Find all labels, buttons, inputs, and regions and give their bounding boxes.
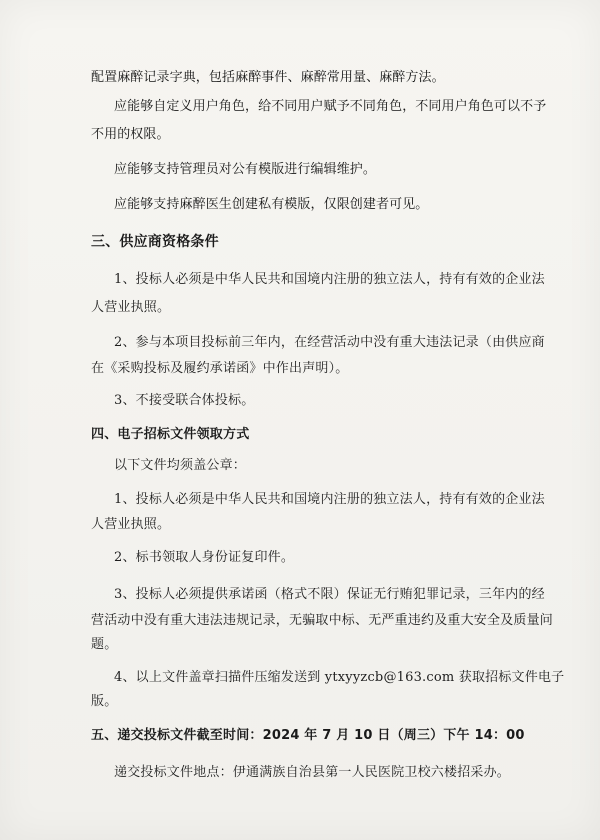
section-heading: 三、供应商资格条件 <box>91 234 219 250</box>
text-line: 应能够自定义用户角色，给不同用户赋予不同角色，不同用户角色可以不予 <box>114 99 547 114</box>
text-line: 4、以上文件盖章扫描件压缩发送到 ytxyyzcb@163.com 获取招标文件电子 <box>114 670 565 685</box>
text-line: 3、投标人必须提供承诺函（格式不限）保证无行贿犯罪记录，三年内的经 <box>114 587 545 602</box>
text-line: 2、标书领取人身份证复印件。 <box>114 550 295 565</box>
text-line: 以下文件均须盖公章： <box>114 458 247 473</box>
text-line: 题。 <box>91 637 118 652</box>
text-line: 1、投标人必须是中华人民共和国境内注册的独立法人，持有有效的企业法 <box>114 272 545 287</box>
text-line: 不用的权限。 <box>91 127 170 142</box>
text-line: 版。 <box>91 694 118 709</box>
text-line: 1、投标人必须是中华人民共和国境内注册的独立法人，持有有效的企业法 <box>114 492 545 507</box>
text-line: 应能够支持管理员对公有模版进行编辑维护。 <box>114 162 377 177</box>
text-line: 营活动中没有重大违法违规记录，无骗取中标、无严重违约及重大安全及质量问 <box>91 613 554 628</box>
text-line: 在《采购投标及履约承诺函》中作出声明）。 <box>91 361 349 376</box>
text-line: 人营业执照。 <box>91 517 171 532</box>
section-heading: 四、电子招标文件领取方式 <box>91 427 250 442</box>
text-line: 人营业执照。 <box>91 300 171 315</box>
text-line: 2、参与本项目投标前三年内，在经营活动中没有重大违法记录（由供应商 <box>114 335 545 350</box>
text-line: 递交投标文件地点：伊通满族自治县第一人民医院卫校六楼招采办。 <box>114 765 511 780</box>
text-line: 3、不接受联合体投标。 <box>114 393 255 408</box>
text-line: 配置麻醉记录字典，包括麻醉事件、麻醉常用量、麻醉方法。 <box>91 70 445 85</box>
section-heading: 五、递交投标文件截至时间：2024 年 7 月 10 日（周三）下午 14：00 <box>91 728 525 743</box>
text-line: 应能够支持麻醉医生创建私有模版，仅限创建者可见。 <box>114 197 429 212</box>
